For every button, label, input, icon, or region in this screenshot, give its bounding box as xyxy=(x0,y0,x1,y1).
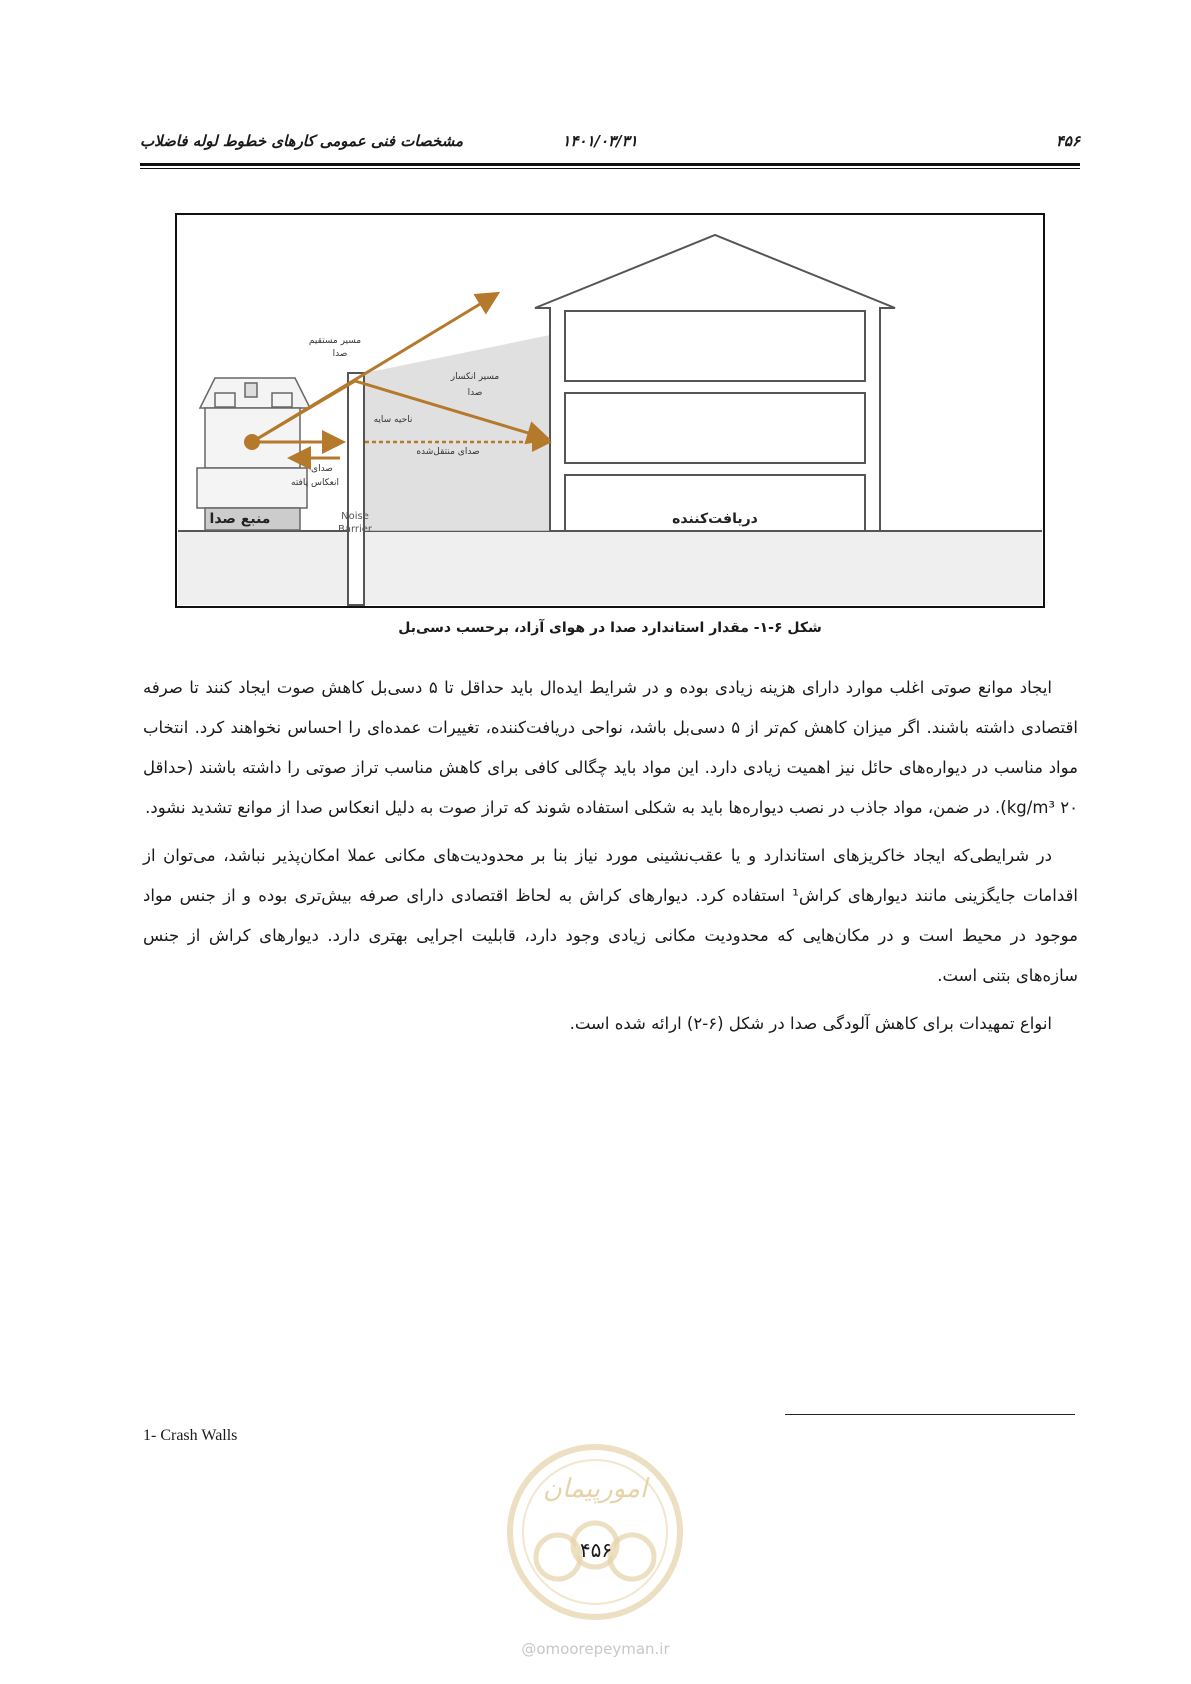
footnote-separator xyxy=(785,1414,1075,1415)
shadow-label: ناحیه سایه xyxy=(373,415,413,425)
ground xyxy=(178,531,1042,605)
header-rule-thick xyxy=(140,163,1080,166)
refraction-label-1: مسیر انکسار xyxy=(450,372,500,382)
source-label: منبع صدا xyxy=(209,511,271,527)
header-title: مشخصات فنی عمومی کارهای خطوط لوله فاضلاب xyxy=(140,132,464,150)
receiver-label: دریافت‌کننده xyxy=(672,511,758,527)
seal-page-number: ۴۵۶ xyxy=(579,1538,613,1562)
header-rule-thin xyxy=(140,168,1080,169)
page-number: ۴۵۶ xyxy=(1055,132,1080,150)
barrier-label-2: Barrier xyxy=(337,524,373,535)
reflected-label-2: انعکاس یافته xyxy=(291,478,339,488)
paragraph: انواع تمهیدات برای کاهش آلودگی صدا در شکل (۶-۲) ارائه شده است. xyxy=(569,1014,1052,1033)
refraction-label-2: صدا xyxy=(467,388,483,398)
page-header xyxy=(140,128,1080,160)
transmitted-label: صدای منتقل‌شده xyxy=(416,447,480,457)
paragraph: ایجاد موانع صوتی اغلب موارد دارای هزینه زیادی بوده و در شرایط ایده‌ال باید حداقل تا ۵ دسی‌بل کاهش صوت ایجاد کنند تا صرفه اقتصادی داشته باشند. اگر میزان کاهش کم‌تر از ۵ دسی‌بل باشد، نواحی دریافت‌کننده، تغییرات عمده‌ای را احساس نخواهند کرد. انتخاب مواد مناسب در دیواره‌های حائل نیز اهمیت زیادی دارد. این مواد باید چگالی کافی برای کاهش مناسب تراز صوتی را داشته باشند (حداقل kg/m³ ۲۰). در ضمن، مواد جاذب در نصب دیواره‌ها باید به شکلی استفاده شوند که تراز صوت به دلیل انعکاس صدا از موانع تشدید نشود. xyxy=(143,678,1078,817)
body-text xyxy=(143,668,1078,1052)
figure-caption: شکل ۶-۱- مقدار استاندارد صدا در هوای آزاد، برحسب دسی‌بل xyxy=(398,620,822,636)
paragraph: در شرایطی‌که ایجاد خاکریزهای استاندارد و یا عقب‌نشینی مورد نیاز بنا بر محدودیت‌های مکانی عملا امکان‌پذیر نباشد، می‌توان از اقدامات جایگزینی مانند دیوارهای کراش¹ استفاده کرد. دیوارهای کراش به لحاظ اقتصادی دارای صرفه بیش‌تری بوده و از جنس مواد موجود در محیط است و در مکان‌هایی که محدودیت مکانی زیادی وجود دارد، قابلیت اجرایی بهتری دارد. دیوارهای کراش از جنس سازه‌های بتنی است. xyxy=(143,846,1078,985)
watermark-site: @omoorepeyman.ir xyxy=(521,1640,670,1658)
direct-label-2: صدا xyxy=(332,349,348,359)
noise-barrier-figure xyxy=(175,213,1045,608)
reflected-label-1: صدای xyxy=(311,464,333,474)
direct-label-1: مسیر مستقیم xyxy=(308,336,362,346)
footnote: 1- Crash Walls xyxy=(143,1427,238,1444)
noise-barrier xyxy=(348,373,364,605)
watermark-seal xyxy=(500,1437,690,1627)
header-date: ۱۴۰۱/۰۳/۳۱ xyxy=(562,132,638,150)
train-icon xyxy=(197,378,310,530)
seal-text: امورپیمان xyxy=(542,1474,648,1504)
barrier-label-1: Noise xyxy=(341,511,369,522)
